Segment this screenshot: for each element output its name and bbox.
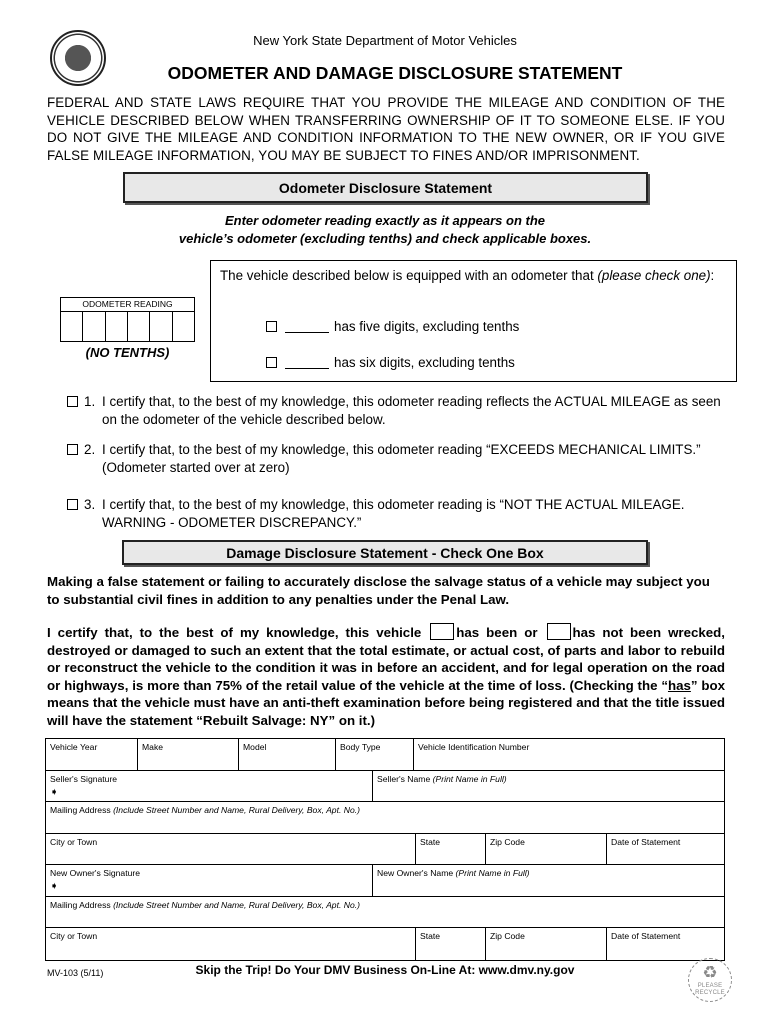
no-tenths-note: (NO TENTHS) (85, 345, 170, 360)
vehicle-year-field[interactable] (46, 739, 138, 770)
seller-zip-field[interactable] (486, 834, 607, 865)
field-label: City or Town (50, 836, 98, 847)
field-label: Vehicle Year (50, 742, 98, 752)
certify-text: destroyed or damaged to such an extent that the total estimate, or actual cost, of parts and labor to rebuild or reconstruct the vehicle to the condition it was in before an accident, and for legal operation on the road or highways, is more than 75% of the retail value of the vehicle at the time of loss. (Checking the “ (47, 642, 725, 693)
intro-end: : (710, 268, 715, 283)
recycle-logo (688, 958, 732, 1002)
certify-text: I certify that, to the best of my knowledge, this vehicle (47, 625, 422, 640)
intro-italic: (please check one) (597, 268, 711, 283)
form-number: MV-103 (5/11) (47, 968, 104, 978)
certify-text: ” box means that the vehicle must have an anti-theft examination before being registered and that the title issued will have the statement “Rebuilt Salvage: NY” on it.) (47, 677, 725, 728)
certification-text: I certify that, to the best of my knowledge, this odometer reading reflects the ACTUAL MILEAGE as seen on the odometer of the vehicle described below. (102, 394, 721, 427)
field-hint: (Print Name in Full) (432, 773, 507, 784)
page-title: ODOMETER AND DAMAGE DISCLOSURE STATEMENT (167, 63, 623, 83)
five-digit-initial-line[interactable] (285, 321, 329, 333)
odometer-digit-box[interactable] (61, 312, 83, 342)
five-digit-checkbox[interactable] (266, 321, 277, 332)
has-been-checkbox[interactable] (430, 623, 454, 640)
five-digit-label: has five digits, excluding tenths (334, 319, 520, 334)
make-field[interactable] (138, 739, 239, 770)
vehicle-transfer-table (45, 738, 725, 961)
odometer-digit-box[interactable] (83, 312, 105, 342)
footer-slogan: Skip the Trip! Do Your DMV Business On-Line At: www.dmv.ny.gov (195, 963, 575, 977)
instruction-line: Enter odometer reading exactly as it appears on the (224, 213, 546, 228)
instruction-line: vehicle’s odometer (excluding tenths) and check applicable boxes. (178, 231, 592, 246)
field-hint: (Include Street Number and Name, Rural Delivery, Box, Apt. No.) (113, 899, 360, 910)
field-label: New Owner's Name (377, 868, 456, 878)
field-label: Make (142, 742, 164, 752)
vin-field[interactable] (414, 739, 724, 770)
field-label: Vehicle Identification Number (418, 742, 530, 752)
field-label: State (420, 836, 441, 847)
odometer-digit-box[interactable] (106, 312, 128, 342)
seller-city-field[interactable] (46, 834, 416, 865)
field-hint: (Include Street Number and Name, Rural Delivery, Box, Apt. No.) (113, 805, 360, 815)
certification-2-checkbox[interactable] (67, 444, 78, 455)
certification-number: 3. (84, 497, 96, 512)
has-not-been-checkbox[interactable] (547, 623, 571, 640)
field-label: Mailing Address (50, 805, 114, 815)
field-label: Date of Statement (611, 836, 681, 847)
new-owner-date-field[interactable] (607, 928, 724, 960)
odometer-reading-label: ODOMETER READING (61, 298, 194, 312)
new-owner-name-field[interactable] (373, 865, 724, 896)
five-digit-option (266, 319, 519, 334)
department-name: New York State Department of Motor Vehicles (253, 33, 517, 48)
field-label: Seller's Signature (50, 773, 118, 784)
signature-arrow-icon: ➧ (50, 786, 59, 798)
six-digit-label: has six digits, excluding tenths (334, 355, 515, 370)
field-label: Body Type (340, 742, 381, 752)
new-owner-signature-field[interactable] (46, 865, 373, 896)
sellers-signature-field[interactable] (46, 771, 373, 802)
field-hint: (Print Name in Full) (455, 868, 530, 878)
certification-text: I certify that, to the best of my knowledge, this odometer reading “EXCEEDS MECHANICAL LIMITS.” (Odometer started over at zero) (102, 442, 701, 475)
field-label: Date of Statement (611, 931, 681, 941)
field-label: New Owner's Signature (50, 868, 141, 878)
certification-1 (67, 393, 727, 428)
seller-date-field[interactable] (607, 834, 724, 865)
certification-3-checkbox[interactable] (67, 499, 78, 510)
recycle-text: PLEASE RECYCLE (695, 983, 725, 996)
field-label: Seller's Name (377, 773, 433, 784)
signature-arrow-icon: ➧ (50, 881, 59, 892)
certification-number: 2. (84, 442, 96, 457)
six-digit-option (266, 355, 515, 370)
has-been-label: has been or (456, 625, 538, 640)
new-owner-mailing-address-field[interactable] (46, 897, 724, 928)
intro-text: The vehicle described below is equipped with an odometer that (220, 268, 598, 283)
odometer-type-box (210, 260, 737, 382)
odometer-digit-box[interactable] (128, 312, 150, 342)
certification-2 (67, 441, 727, 476)
new-owner-zip-field[interactable] (486, 928, 607, 960)
salvage-warning: Making a false statement or failing to accurately disclose the salvage status of a vehicle may subject you to substantial civil fines in addition to any penalties under the Penal Law. (47, 574, 710, 607)
odometer-digit-box[interactable] (150, 312, 172, 342)
legal-warning: FEDERAL AND STATE LAWS REQUIRE THAT YOU PROVIDE THE MILEAGE AND CONDITION OF THE VEHICLE DESCRIBED BELOW WHEN TRANSFERRING OWNERSHIP OF IT TO SOMEONE ELSE. IF YOU DO NOT GIVE THE MILEAGE AND CONDITION INFORMATION TO THE NEW OWNER, OR IF YOU GIVE FALSE MILEAGE INFORMATION, YOU MAY BE SUBJECT TO FINES AND/OR IMPRISONMENT. (47, 95, 725, 163)
odometer-section-header: Odometer Disclosure Statement (123, 172, 648, 203)
field-label: State (420, 931, 441, 941)
new-owner-city-field[interactable] (46, 928, 416, 960)
has-not-been-label: has not been wrecked, (572, 625, 725, 640)
seller-state-field[interactable] (416, 834, 486, 865)
six-digit-initial-line[interactable] (285, 357, 329, 369)
certification-number: 1. (84, 394, 96, 409)
sellers-name-field[interactable] (373, 771, 724, 802)
certification-text: I certify that, to the best of my knowledge, this odometer reading is “NOT THE ACTUAL MILEAGE. WARNING - ODOMETER DISCREPANCY.” (102, 497, 685, 530)
odometer-type-intro (220, 267, 728, 284)
field-label: Model (243, 742, 267, 752)
body-type-field[interactable] (336, 739, 414, 770)
odometer-reading-field[interactable] (60, 297, 195, 342)
certification-1-checkbox[interactable] (67, 396, 78, 407)
six-digit-checkbox[interactable] (266, 357, 277, 368)
certification-3 (67, 496, 727, 531)
field-label: City or Town (50, 931, 98, 941)
odometer-instructions (0, 212, 770, 248)
seller-mailing-address-field[interactable] (46, 802, 724, 833)
has-word: has (667, 677, 691, 693)
new-owner-state-field[interactable] (416, 928, 486, 960)
field-label: Zip Code (490, 836, 525, 847)
model-field[interactable] (239, 739, 336, 770)
odometer-digit-box[interactable] (173, 312, 194, 342)
recycle-icon: ♻ (702, 963, 718, 982)
field-label: Mailing Address (50, 899, 114, 910)
field-label: Zip Code (490, 931, 525, 941)
damage-section-header: Damage Disclosure Statement - Check One Box (122, 540, 648, 565)
damage-certification (47, 623, 725, 729)
